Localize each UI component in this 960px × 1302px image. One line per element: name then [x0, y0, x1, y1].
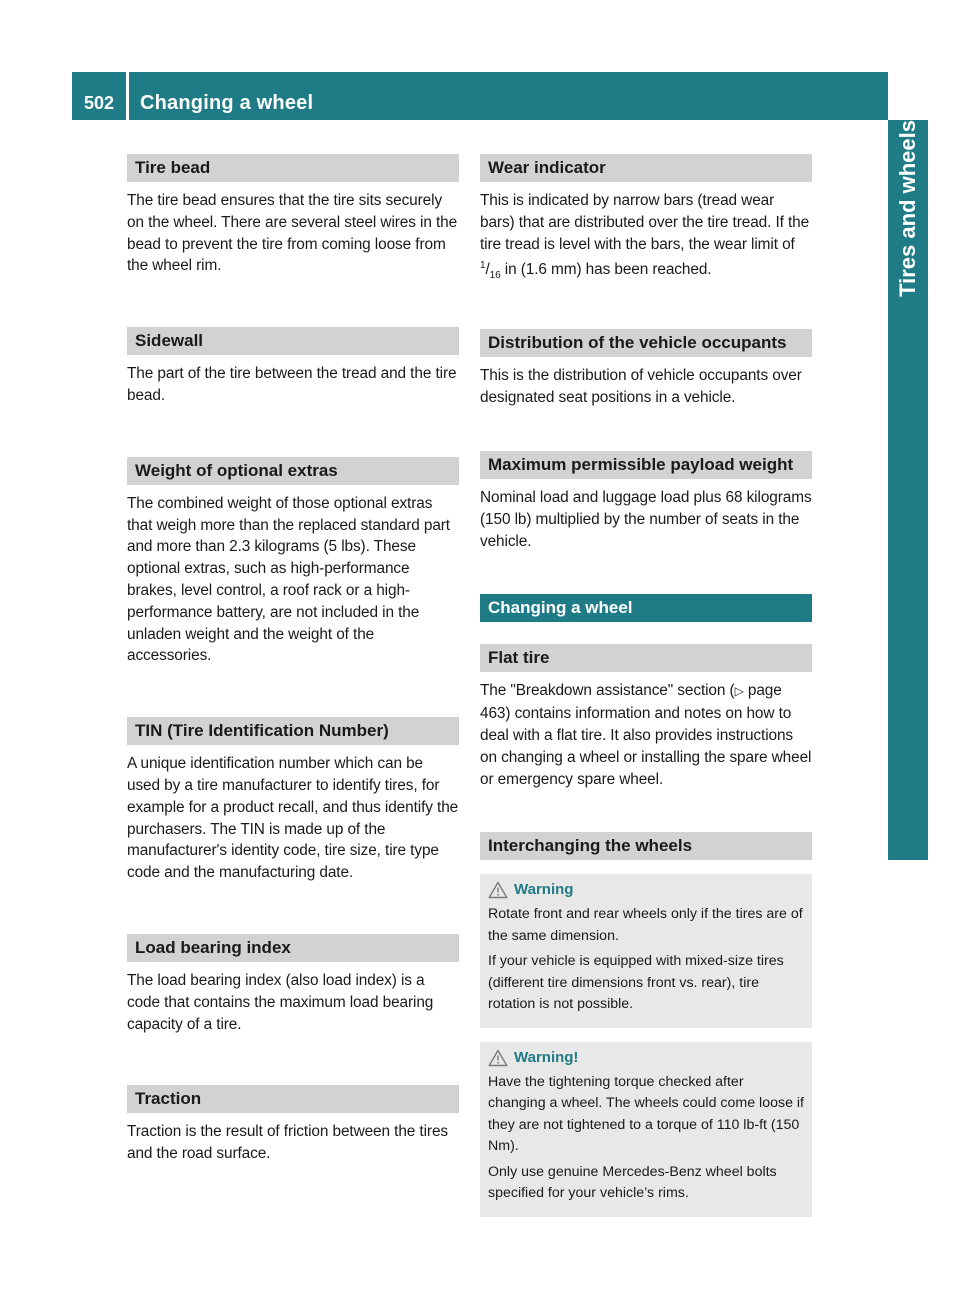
section-text: The part of the tire between the tread and the tire bead. [127, 365, 457, 404]
section-flat-tire [480, 644, 812, 790]
section-interchanging [480, 832, 812, 860]
section-heading: Distribution of the vehicle occupants [480, 329, 812, 357]
fraction-slash: / [485, 261, 490, 279]
right-column [480, 154, 812, 1217]
fraction-numerator: 1 [480, 260, 486, 272]
section-tire-bead [127, 154, 459, 277]
chapter-label-text: Tires and wheels [895, 120, 920, 297]
warning-text: Only use genuine Mercedes-Benz wheel bolts specified for your vehicle’s rims. [488, 1163, 777, 1202]
fraction-denominator: 16 [489, 270, 501, 282]
section-traction [127, 1085, 459, 1165]
section-heading: TIN (Tire Identification Number) [127, 717, 459, 745]
warning-title: Warning! [514, 1048, 579, 1066]
warning-text: Rotate front and rear wheels only if the tires are of the same dimension. [488, 906, 803, 944]
section-text: Traction is the result of friction between the tires and the road surface. [127, 1123, 449, 1163]
warning-triangle-icon [488, 881, 508, 899]
chapter-side-tab-label [888, 120, 928, 860]
page-title: Changing a wheel [140, 92, 314, 114]
header-divider [126, 72, 129, 120]
section-heading: Interchanging the wheels [480, 832, 812, 860]
section-text: The load bearing index (also load index) is a code that contains the maximum load bearing capacity of a tire. [127, 971, 434, 1033]
warning-title: Warning [514, 881, 574, 899]
section-text: The combined weight of those optional extras that weigh more than the replaced standard part and more than 2.3 kilograms (5 lbs). These optional extras, such as high-performance brakes, level control, a roof rack or a high-performance battery, are not included in the unladen weight and the weight of the accessories. [127, 494, 450, 665]
section-sidewall [127, 327, 459, 407]
section-text: This is the distribution of vehicle occupants over designated seat positions in a vehicle. [480, 367, 802, 407]
section-heading: Weight of optional extras [127, 457, 459, 485]
section-load-bearing-index [127, 934, 459, 1035]
left-column [127, 154, 459, 1165]
warning-text: If your vehicle is equipped with mixed-size tires (different tire dimensions front vs. rear), tire rotation is not possible. [488, 953, 784, 1013]
section-max-payload [480, 451, 812, 552]
section-distribution-occupants [480, 329, 812, 409]
section-heading: Flat tire [480, 644, 812, 672]
section-text: The tire bead ensures that the tire sits securely on the wheel. There are several steel wires in the bead to prevent the tire from coming loose from the wheel rim. [127, 192, 458, 275]
section-heading: Traction [127, 1085, 459, 1113]
wear-text-after: in (1.6 mm) has been reached. [500, 261, 712, 279]
section-heading: Load bearing index [127, 934, 459, 962]
wear-text-before: This is indicated by narrow bars (tread wear bars) that are distributed over the tire tread. If the tire tread is level with the bars, the wear limit of [480, 192, 810, 253]
warning-box [480, 874, 812, 1028]
warning-triangle-icon [488, 1049, 508, 1067]
warning-text: Have the tightening torque checked after changing a wheel. The wheels could come loose if they are not tightened to a torque of 110 lb-ft (150 Nm). [488, 1073, 804, 1155]
section-text [480, 680, 812, 790]
flat-text-before: The "Breakdown assistance" section ( [480, 682, 735, 700]
section-wear-indicator [480, 154, 812, 287]
section-tin [127, 717, 459, 884]
section-text: Nominal load and luggage load plus 68 kilograms (150 lb) multiplied by the number of seats in the vehicle. [480, 488, 812, 550]
section-heading: Sidewall [127, 327, 459, 355]
chapter-side-tab [888, 120, 928, 860]
section-text: A unique identification number which can be used by a tire manufacturer to identify tires, for example for a product recall, and thus identify the purchasers. The TIN is made up of the manufacturer's identity code, tire size, tire type code and the manufacturing date. [127, 755, 459, 882]
section-heading: Maximum permissible payload weight [480, 451, 812, 479]
warning-box [480, 1042, 812, 1217]
flat-text-after: page 463) contains information and notes on how to deal with a flat tire. It also provides instructions on changing a wheel or installing the spare wheel or emergency spare wheel. [480, 682, 812, 788]
section-heading: Wear indicator [480, 154, 812, 182]
page-header [72, 72, 888, 120]
page-ref-arrow-icon: ▷ [734, 684, 744, 699]
section-weight-optional-extras [127, 457, 459, 667]
section-heading: Tire bead [127, 154, 459, 182]
section-text [480, 190, 812, 287]
page-number: 502 [83, 93, 115, 113]
section-heading-changing-wheel: Changing a wheel [480, 594, 812, 622]
